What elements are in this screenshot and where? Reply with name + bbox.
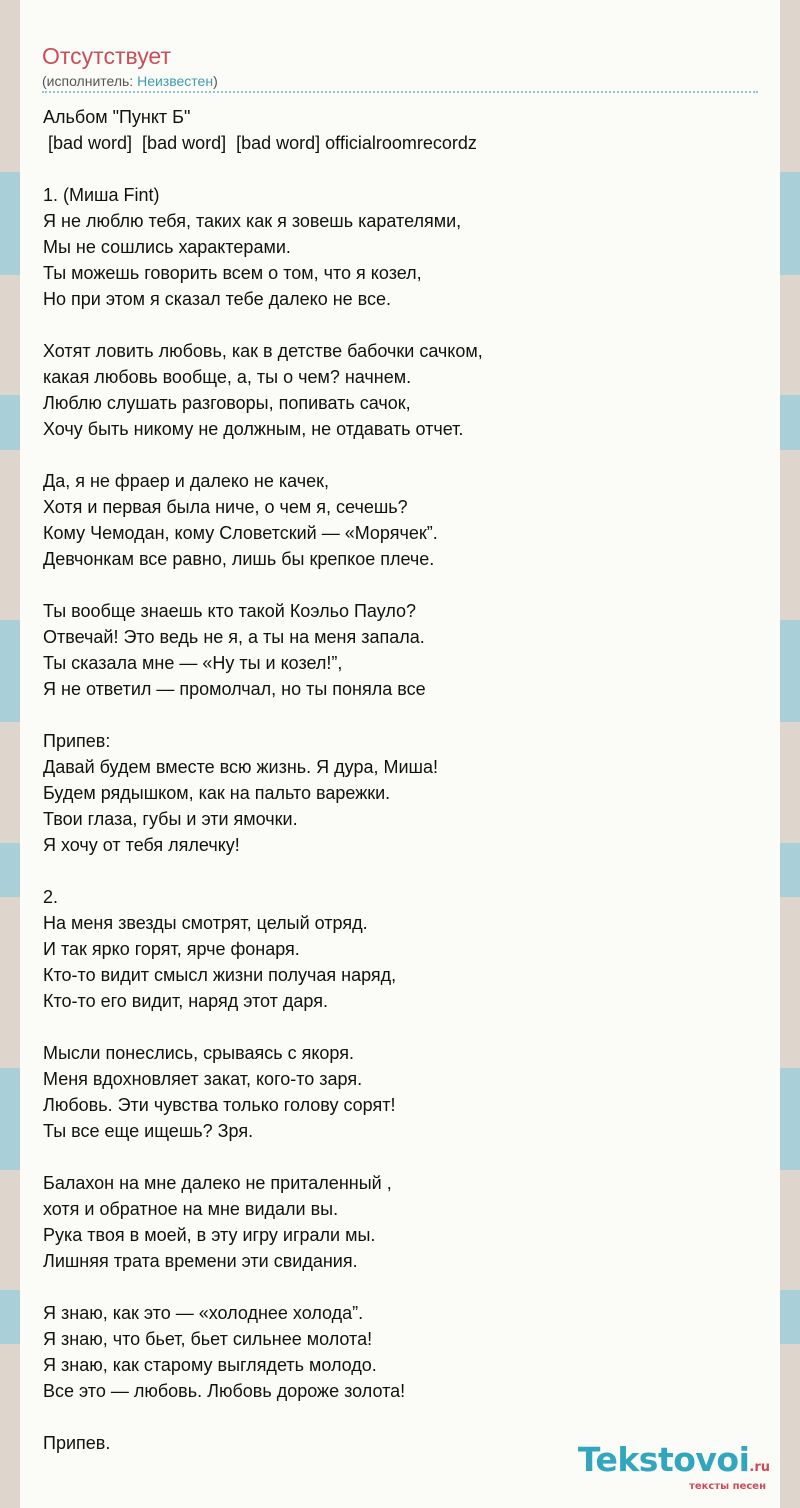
lyric-line: какая любовь вообще, а, ты о чем? начнем.: [43, 367, 412, 387]
lyric-line: Лишняя трата времени эти свидания.: [43, 1251, 358, 1271]
lyric-line: Отвечай! Это ведь не я, а ты на меня запала.: [43, 627, 425, 647]
site-logo[interactable]: [578, 1442, 770, 1493]
artist-suffix: ): [213, 73, 218, 89]
lyric-line: [43, 312, 758, 338]
lyric-line: Хотя и первая была ниче, о чем я, сечешь?: [43, 497, 408, 517]
lyric-line: И так ярко горят, ярче фонаря.: [43, 939, 300, 959]
lyric-line: Но при этом я сказал тебе далеко не все.: [43, 289, 392, 309]
lyric-line: хотя и обратное на мне видали вы.: [43, 1199, 339, 1219]
lyric-line: Любовь. Эти чувства только голову сорят!: [43, 1095, 396, 1115]
lyric-line: [43, 1144, 758, 1170]
lyric-line: Все это — любовь. Любовь дороже золота!: [43, 1381, 406, 1401]
lyrics-text: [43, 104, 758, 1456]
lyric-line: Будем рядышком, как на пальто варежки.: [43, 783, 391, 803]
artist-link[interactable]: Неизвестен: [137, 73, 214, 89]
lyric-line: Я знаю, что бьет, бьет сильнее молота!: [43, 1329, 373, 1349]
lyric-line: [43, 1274, 758, 1300]
lyric-line: Я не люблю тебя, таких как я зовешь карателями,: [43, 211, 462, 231]
artist-prefix: (исполнитель:: [42, 73, 138, 89]
lyric-line: Давай будем вместе всю жизнь. Я дура, Миша!: [43, 757, 438, 777]
lyric-line: [43, 858, 758, 884]
lyric-line: Ты можешь говорить всем о том, что я козел,: [43, 263, 422, 283]
lyric-line: Меня вдохновляет закат, кого-то заря.: [43, 1069, 363, 1089]
lyric-line: Я знаю, как это — «холоднее холода”.: [43, 1303, 364, 1323]
lyric-line: Твои глаза, губы и эти ямочки.: [43, 809, 298, 829]
lyric-line: Хочу быть никому не должным, не отдавать отчет.: [43, 419, 464, 439]
lyric-line: 2.: [43, 887, 59, 907]
lyric-line: Кому Чемодан, кому Словетский — «Морячек”.: [43, 523, 438, 543]
lyric-line: Мысли понеслись, срываясь с якоря.: [43, 1043, 354, 1063]
lyric-line: Ты вообще знаешь кто такой Коэльо Пауло?: [43, 601, 417, 621]
lyric-line: На меня звезды смотрят, целый отряд.: [43, 913, 368, 933]
song-header: [42, 42, 758, 91]
lyric-line: Я знаю, как старому выглядеть молодо.: [43, 1355, 377, 1375]
lyric-line: Да, я не фраер и далеко не качек,: [43, 471, 330, 491]
lyric-line: [43, 1014, 758, 1040]
header-divider: [42, 91, 758, 93]
lyric-line: Балахон на мне далеко не приталенный ,: [43, 1173, 392, 1193]
lyric-line: Люблю слушать разговоры, попивать сачок,: [43, 393, 411, 413]
lyric-line: [43, 1404, 758, 1430]
logo-main-text: Tekstovoi: [577, 1440, 750, 1479]
lyric-line: [43, 572, 758, 598]
lyric-line: [bad word] [bad word] [bad word] officialroomrecordz: [43, 133, 477, 153]
lyric-line: 1. (Миша Fint): [43, 185, 160, 205]
lyric-line: Кто-то его видит, наряд этот даря.: [43, 991, 328, 1011]
lyric-line: Припев.: [43, 1433, 111, 1453]
lyric-line: Я хочу от тебя лялечку!: [43, 835, 240, 855]
artist-line: [42, 71, 758, 91]
lyric-line: Мы не сошлись характерами.: [43, 237, 291, 257]
logo-wordmark: [578, 1442, 770, 1486]
lyric-line: [43, 702, 758, 728]
lyric-line: Рука твоя в моей, в эту игру играли мы.: [43, 1225, 376, 1245]
lyric-line: Девчонкам все равно, лишь бы крепкое плече.: [43, 549, 435, 569]
logo-domain: .ru: [749, 1460, 770, 1475]
lyric-line: Альбом "Пункт Б": [43, 107, 191, 127]
lyric-line: Припев:: [43, 731, 111, 751]
lyric-line: Кто-то видит смысл жизни получая наряд,: [43, 965, 397, 985]
lyric-line: Хотят ловить любовь, как в детстве бабочки сачком,: [43, 341, 483, 361]
logo-tagline: тексты песен: [689, 1481, 766, 1492]
lyric-line: [43, 156, 758, 182]
lyric-line: Ты все еще ищешь? Зря.: [43, 1121, 254, 1141]
lyric-line: Ты сказала мне — «Ну ты и козел!”,: [43, 653, 343, 673]
lyric-line: Я не ответил — промолчал, но ты поняла все: [43, 679, 426, 699]
lyric-line: [43, 442, 758, 468]
song-title: Отсутствует: [42, 43, 171, 69]
